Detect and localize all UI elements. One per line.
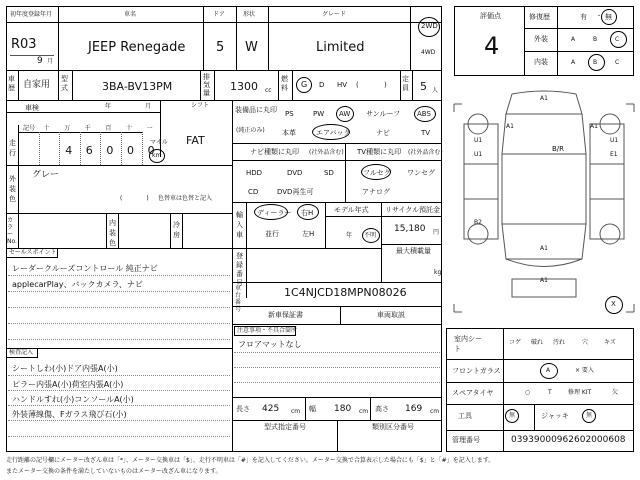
model-code: 3BA-BV13PM bbox=[102, 80, 173, 93]
import-label: 輸入車 bbox=[236, 211, 243, 239]
inspection-label: 車検 bbox=[25, 104, 39, 112]
navi-sd: SD bbox=[324, 169, 334, 177]
navi-hdd: HDD bbox=[246, 169, 263, 177]
length-cm: cm bbox=[291, 408, 301, 415]
mileage-label: 走行 bbox=[9, 139, 16, 157]
recycle-value: 15,180 bbox=[394, 224, 426, 234]
equip-tv: TV bbox=[421, 129, 431, 137]
exterior-color-label: 外装色 bbox=[9, 175, 16, 203]
odometer-header-0: 記号 bbox=[23, 125, 36, 132]
capacity-label: 定員 bbox=[402, 75, 409, 92]
control-number: 03939000962602000608 bbox=[511, 435, 626, 445]
tv-sublabel: (社外品含む) bbox=[408, 149, 443, 156]
equip-abs: ABS bbox=[417, 110, 431, 118]
model-year-unknown: 不明 bbox=[364, 232, 377, 239]
odometer-digit-1: 4 bbox=[65, 144, 73, 157]
spare-t: T bbox=[548, 389, 552, 396]
model-year-label: モデル年式 bbox=[334, 206, 369, 214]
exterior-color-value: グレー bbox=[32, 170, 60, 180]
fuel-hv: HV bbox=[337, 81, 348, 89]
equip-leather: 本革 bbox=[282, 129, 296, 137]
sales-point-label: セールスポイント bbox=[9, 249, 57, 256]
seat-stain: 汚れ bbox=[553, 339, 566, 346]
color-no-label: カラーNo. bbox=[7, 217, 17, 245]
width-value: 180 bbox=[334, 404, 352, 414]
mark-center: B/R bbox=[552, 145, 565, 153]
seat-burn: コゲ bbox=[509, 339, 522, 346]
front-glass-label: フロントガラス bbox=[452, 367, 501, 375]
spare-ok: ○ bbox=[525, 389, 531, 396]
fuel-paren-close: ) bbox=[384, 81, 387, 89]
navi-sublabel: (社外品含む) bbox=[309, 149, 344, 156]
repair-no: 無 bbox=[605, 13, 612, 21]
int-c: C bbox=[615, 59, 620, 66]
odometer-digit-3: 0 bbox=[106, 144, 114, 157]
fuel-paren-open: ( bbox=[356, 81, 359, 89]
navi-cd: CD bbox=[248, 188, 259, 196]
odometer-header-2: 万 bbox=[64, 125, 71, 132]
displacement: 1300 bbox=[230, 80, 258, 93]
color-paren: ( ) bbox=[120, 195, 149, 202]
front-glass-a: A bbox=[546, 367, 551, 374]
car-damage-diagram bbox=[452, 84, 637, 324]
max-load-kg: kg bbox=[434, 269, 442, 276]
type-label: 型式 bbox=[61, 75, 68, 92]
class-label: 車歴 bbox=[8, 75, 15, 92]
inspection-month: 月 bbox=[145, 103, 152, 110]
interior-color-label: 内装色 bbox=[109, 219, 116, 247]
spare-label: スペアタイヤ bbox=[452, 389, 494, 397]
door-label: ドア bbox=[213, 11, 225, 18]
equip-navi: ナビ bbox=[376, 129, 390, 137]
equip-sunroof: サンルーフ bbox=[366, 110, 401, 118]
inspector-line-4: 外装薄線傷、Fガラス飛び石(小) bbox=[12, 410, 127, 419]
tv-oneseg: ワンセグ bbox=[407, 169, 435, 177]
doors: 5 bbox=[216, 40, 225, 55]
mark-left-rear: U1 bbox=[474, 151, 483, 158]
odometer-header-1: 十 bbox=[43, 125, 50, 132]
ext-b: B bbox=[593, 36, 598, 43]
spare-kit: 修理 KIT bbox=[568, 389, 592, 396]
max-load-label: 最大積載量 bbox=[396, 247, 431, 255]
odometer-digit-2: 6 bbox=[85, 144, 93, 157]
import-right: 右H bbox=[301, 209, 314, 217]
mark-x: X bbox=[611, 300, 616, 308]
repair-label: 修復歴 bbox=[529, 13, 550, 21]
vin-label: 車台番号 bbox=[235, 285, 242, 313]
navi-dvd-play: DVD再生可 bbox=[277, 188, 314, 196]
mark-rear-bumper: A1 bbox=[540, 277, 548, 284]
seat-scratch: キズ bbox=[604, 339, 616, 346]
import-left: 左H bbox=[302, 230, 315, 238]
equip-ps: PS bbox=[285, 110, 294, 118]
use: 自家用 bbox=[23, 80, 51, 90]
seat-hole: 穴 bbox=[582, 339, 589, 346]
equipment-label: 装備品に丸印 bbox=[235, 106, 277, 114]
tv-analog: アナログ bbox=[362, 188, 390, 196]
repair-dot: ・ bbox=[596, 13, 603, 20]
footer-note-1: 走行距離の記号欄にメーター改ざん車は「*」、メーター交換車は「$」、走行不明車は「#」を記入してください。メーター交換で合算表示した場合にも「$」と「#」を記入します。 bbox=[6, 457, 495, 464]
car-name: JEEP Renegade bbox=[88, 40, 186, 55]
equipment-sublabel: (純正のみ) bbox=[236, 127, 265, 134]
fuel-g: G bbox=[301, 80, 308, 89]
sales-point-line-2: applecarPlay、バックカメラ、ナビ bbox=[12, 280, 143, 289]
ext-c: C bbox=[615, 36, 620, 43]
repair-yes: 有 bbox=[580, 13, 587, 21]
cold-label: 冷房 bbox=[173, 221, 180, 239]
interior-label: 内装 bbox=[534, 58, 548, 66]
inspector-label: 検査記入 bbox=[9, 349, 34, 356]
carname-label: 車名 bbox=[124, 11, 137, 18]
inspector-line-2: ピラー内張A(小)荷室内張A(小) bbox=[12, 380, 124, 389]
fuel-label: 燃料 bbox=[281, 75, 288, 92]
equip-pw: PW bbox=[313, 110, 325, 118]
mark-rear: A1 bbox=[540, 245, 548, 252]
ext-a: A bbox=[571, 36, 576, 43]
length-label: 長さ bbox=[236, 405, 250, 413]
height-value: 169 bbox=[405, 404, 423, 414]
equip-airbag: エアバック bbox=[316, 129, 351, 137]
shift-value: FAT bbox=[186, 134, 205, 147]
recycle-label: リサイクル預託金 bbox=[385, 206, 441, 214]
spare-missing: 欠 bbox=[612, 389, 619, 396]
reg-label: 初年度登録年月 bbox=[10, 11, 53, 18]
control-label: 管理番号 bbox=[452, 436, 480, 444]
score: 4 bbox=[484, 32, 500, 60]
mark-right-mid: E1 bbox=[610, 151, 618, 158]
shape-label: 形状 bbox=[243, 11, 256, 18]
reg-month-unit: 月 bbox=[47, 58, 54, 65]
notes-text: フロアマットなし bbox=[238, 340, 302, 349]
height-label: 高さ bbox=[375, 405, 389, 413]
notes-label: 注意事項・不具合箇所 bbox=[237, 327, 298, 334]
tv-label: TV種類に丸印 bbox=[357, 148, 402, 156]
mark-hood: A1 bbox=[506, 123, 514, 130]
exterior-label: 外装 bbox=[534, 35, 548, 43]
odometer-header-3: 千 bbox=[84, 125, 91, 132]
shape: W bbox=[245, 40, 258, 55]
front-glass-x: × 要入 bbox=[575, 367, 594, 374]
length-value: 425 bbox=[262, 404, 280, 414]
cc-unit: cc bbox=[265, 87, 272, 94]
reg-year: R03 bbox=[11, 37, 37, 52]
vin: 1C4NJCD18MPN08026 bbox=[284, 286, 407, 299]
model-no-label: 型式指定番号 bbox=[264, 423, 306, 431]
tools-value: 無 bbox=[509, 412, 516, 419]
recycle-yen: 円 bbox=[433, 229, 440, 236]
jack-label: ジャッキ bbox=[541, 412, 569, 420]
mark-right-front: U1 bbox=[610, 137, 619, 144]
reg-month: 9 bbox=[37, 56, 43, 66]
shift-label: シフト bbox=[191, 102, 210, 109]
equip-aw: AW bbox=[339, 110, 351, 118]
odometer-digit-5: 0 bbox=[147, 144, 155, 157]
int-b: B bbox=[593, 59, 598, 66]
mark-front-right: A1 bbox=[590, 123, 598, 130]
displacement-label: 排気量 bbox=[203, 73, 210, 97]
jack-value: 無 bbox=[586, 412, 593, 419]
odometer-digit-4: 0 bbox=[127, 144, 134, 157]
grade: Limited bbox=[316, 40, 365, 55]
register-label: 登録番号 bbox=[236, 252, 243, 287]
height-cm: cm bbox=[430, 408, 440, 415]
mark-left-front: U1 bbox=[474, 137, 483, 144]
int-a: A bbox=[571, 59, 576, 66]
category-no-label: 類別区分番号 bbox=[372, 423, 414, 431]
seat-tear: 破れ bbox=[531, 339, 544, 346]
unit-mile: マイル bbox=[150, 139, 168, 146]
inspector-line-3: ハンドルすれ(小)コンソールA(小) bbox=[12, 395, 134, 404]
drive-2wd: 2WD bbox=[421, 22, 438, 30]
capacity: 5 bbox=[420, 80, 427, 93]
navi-dvd: DVD bbox=[287, 169, 303, 177]
inspector-line-1: シートしわ(小)ドア内張A(小) bbox=[12, 364, 118, 373]
grade-label: グレード bbox=[322, 11, 347, 18]
odometer-header-4: 百 bbox=[105, 125, 112, 132]
inspection-year: 年 bbox=[105, 103, 112, 110]
import-parallel: 並行 bbox=[265, 230, 279, 238]
capacity-unit: 人 bbox=[432, 87, 439, 94]
mark-front-bumper: A1 bbox=[540, 95, 548, 102]
width-cm: cm bbox=[359, 408, 369, 415]
manual-label: 車両取説 bbox=[377, 311, 405, 319]
navi-label: ナビ種類に丸印 bbox=[250, 148, 299, 156]
tools-label: 工具 bbox=[458, 412, 472, 420]
unit-km: km bbox=[152, 152, 162, 159]
tv-fullseg: フルセグ bbox=[363, 169, 391, 177]
sales-point-line-1: レーダークルーズコントロール 純正ナビ bbox=[12, 264, 158, 273]
width-label: 幅 bbox=[309, 405, 316, 413]
import-dealer: ディーラー bbox=[257, 209, 292, 217]
mark-left-quarter: B2 bbox=[474, 219, 482, 226]
odometer-header-5: 十 bbox=[126, 125, 133, 132]
score-label: 評価点 bbox=[480, 12, 501, 20]
warranty-label: 新車保証書 bbox=[268, 311, 303, 319]
footer-note-2: またメーター交換の条件を満たしていないものはメーター改ざん車になります。 bbox=[6, 468, 222, 475]
model-year-unit: 年 bbox=[346, 232, 353, 239]
drive-4wd: 4WD bbox=[421, 49, 436, 56]
odometer-header-6: 一 bbox=[146, 125, 153, 132]
color-note: 色替車は色替と記入 bbox=[158, 195, 213, 202]
interior-seat-label: 室内シート bbox=[454, 335, 482, 353]
fuel-d: D bbox=[319, 81, 325, 89]
